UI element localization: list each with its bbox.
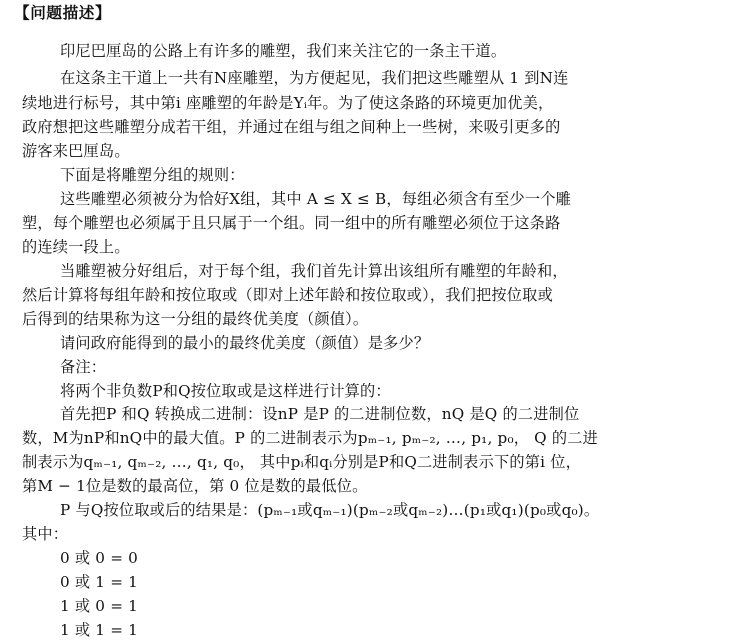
binary-line-3: 制表示为qₘ₋₁, qₘ₋₂, …, q₁, q₀， 其中pᵢ和qᵢ分别是P和Q二进制表示下的第i 位， [22,453,581,471]
section-heading: 【问题描述】 [14,4,112,22]
or-def-line: 将两个非负数P和Q按位取或是这样进行计算的： [60,382,391,400]
rule-continuous-line: 的连续一段上。 [22,238,130,256]
sum-line: 当雕塑被分好组后，对于每个组，我们首先计算出该组所有雕塑的年龄和， [60,262,568,280]
note-label: 备注： [60,358,107,376]
bit-order-line: 第M − 1位是数的最高位，第 0 位是数的最低位。 [22,477,368,495]
rules-heading-line: 下面是将雕塑分组的规则： [60,166,245,184]
question-line: 请问政府能得到的最小的最终优美度（颜值）是多少？ [60,334,430,352]
binary-line-1: 首先把P 和Q 转换成二进制：设nP 是P 的二进制位数，nQ 是Q 的二进制位 [60,405,580,423]
intro-line: 印尼巴厘岛的公路上有许多的雕塑，我们来关注它的一条主干道。 [60,42,507,60]
truth-row-4: 1 或 1 = 1 [60,621,139,639]
rule-groups-line: 这些雕塑必须被分为恰好X组，其中 A ≤ X ≤ B，每组必须含有至少一个雕 [60,190,572,208]
or-line: 然后计算将每组年龄和按位取或（即对上述年龄和按位取或），我们把按位取或 [22,286,553,304]
or-result-line: P 与Q按位取或后的结果是：(pₘ₋₁或qₘ₋₁)(pₘ₋₂或qₘ₋₂)…(p₁或q₁)(p₀或q₀)。 [60,501,600,519]
binary-line-2: 数，M为nP和nQ中的最大值。P 的二进制表示为pₘ₋₁, pₘ₋₂, …, p₁, p₀， Q 的二进 [22,429,598,447]
rule-membership-line: 塑，每个雕塑也必须属于且只属于一个组。同一组中的所有雕塑必须位于这条路 [22,214,561,232]
truth-row-2: 0 或 1 = 1 [60,573,139,591]
numbering-line: 在这条主干道上一共有N座雕塑，为方便起见，我们把这些雕塑从 1 到N连 [60,69,569,87]
tourist-line: 游客来巴厘岛。 [22,142,130,160]
age-line: 续地进行标号，其中第i 座雕塑的年龄是Yᵢ年。为了使这条路的环境更加优美， [22,94,554,112]
beauty-line: 后得到的结果称为这一分组的最终优美度（颜值）。 [22,310,369,328]
truth-row-3: 1 或 0 = 1 [60,597,139,615]
truth-row-1: 0 或 0 = 0 [60,549,139,567]
where-label: 其中： [22,525,69,543]
government-line: 政府想把这些雕塑分成若干组，并通过在组与组之间种上一些树，来吸引更多的 [22,118,561,136]
